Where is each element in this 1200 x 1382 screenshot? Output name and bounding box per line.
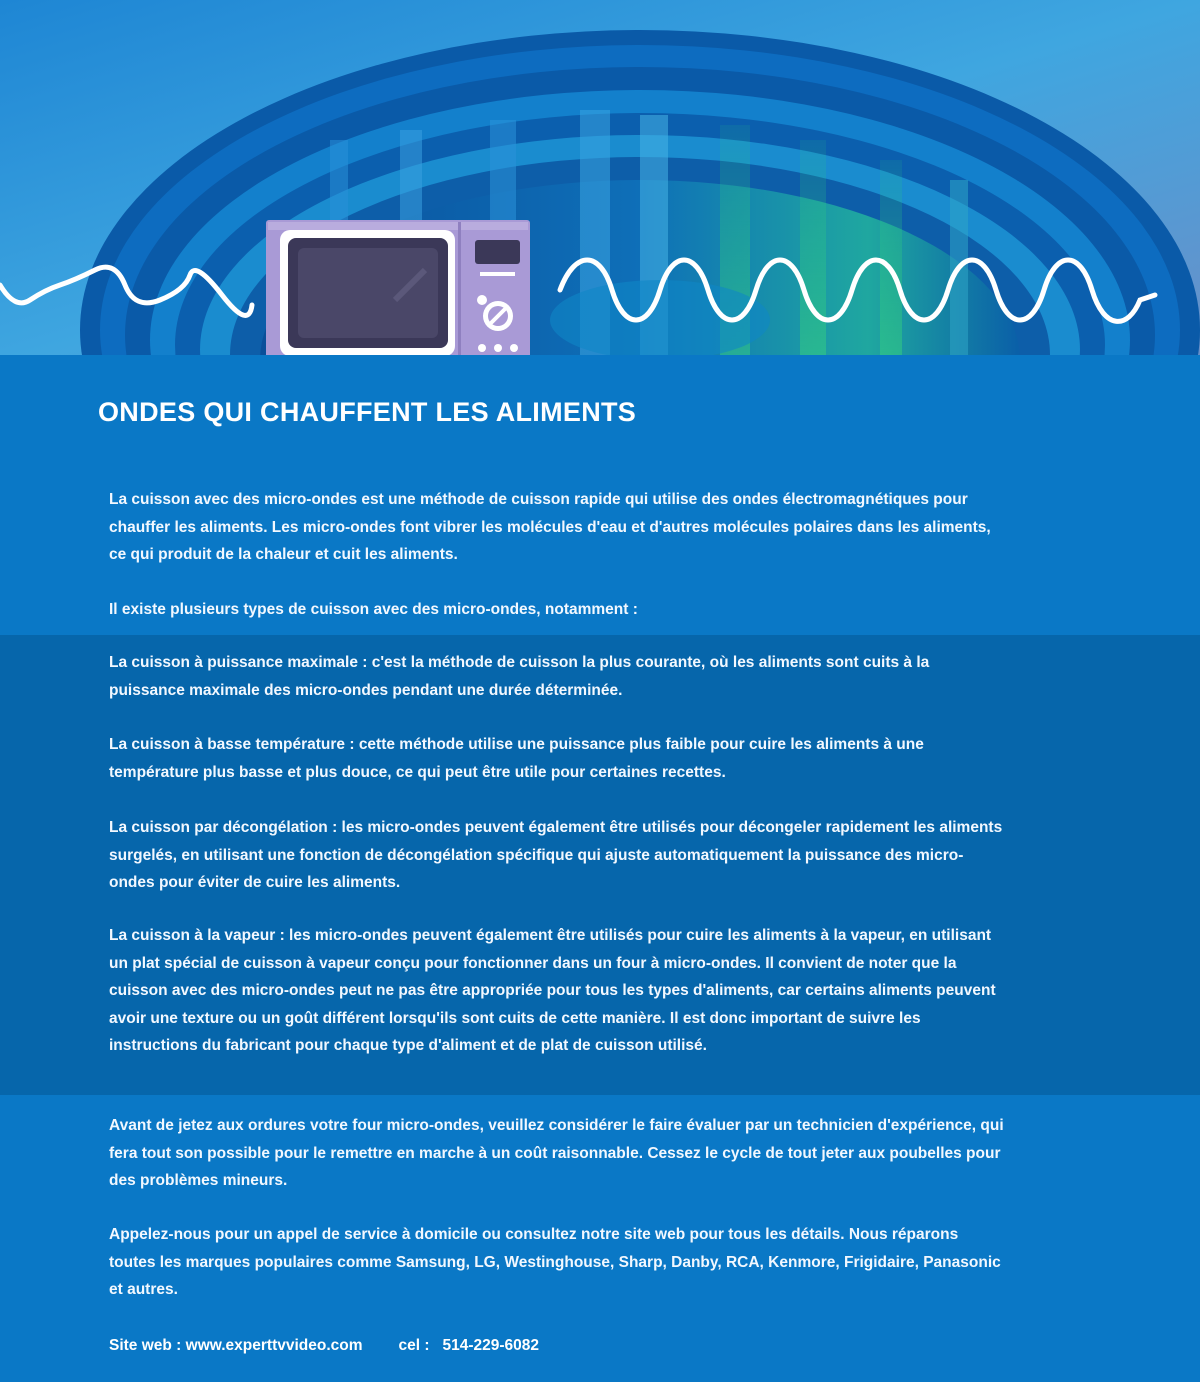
website-link[interactable]: Site web : www.experttvvideo.com xyxy=(109,1337,363,1354)
microwave-icon xyxy=(266,220,530,365)
hero-illustration xyxy=(0,0,1200,365)
intro-paragraph: La cuisson avec des micro-ondes est une méthode de cuisson rapide qui utilise des ondes électromagnétiques pour chauffer les aliments. Les micro-ondes font vibrer les molécules d'eau et d'autres molécules polaires dans les aliments, ce qui produit de la chaleur et cuit les aliments. xyxy=(109,491,991,563)
repair-paragraph: Avant de jetez aux ordures votre four micro-ondes, veuillez considérer le faire évaluer par un technicien d'expérience, qui fera tout son possible pour le remettre en marche à un coût raisonnable. Cessez le cycle de tout jeter aux poubelles pour des problèmes mineurs. xyxy=(109,1117,1004,1189)
type-low-temp: La cuisson à basse température : cette méthode utilise une puissance plus faible pour cuire les aliments à une température plus basse et plus douce, ce qui peut être utile pour certaines recettes. xyxy=(109,736,924,781)
type-defrost: La cuisson par décongélation : les micro-ondes peuvent également être utilisés pour décongeler rapidement les aliments surgelés, en utilisant une fonction de décongélation spécifique qui ajuste automatiquement la puissance des micro-ondes pour éviter de cuire les aliments. xyxy=(109,819,1003,891)
page-title: ONDES QUI CHAUFFENT LES ALIMENTS xyxy=(98,397,637,427)
contact-paragraph: Appelez-nous pour un appel de service à domicile ou consultez notre site web pour tous les détails. Nous réparons toutes les marques populaires comme Samsung, LG, Westinghouse, Sharp, Danby, RCA, Kenmore, Frigidaire, Panasonic et autres. xyxy=(109,1226,1001,1298)
type-max-power: La cuisson à puissance maximale : c'est la méthode de cuisson la plus courante, où les aliments sont cuits à la puissance maximale des micro-ondes pendant une durée déterminée. xyxy=(109,654,930,699)
hero-banner xyxy=(0,0,1200,365)
phone-number[interactable]: cel : 514-229-6082 xyxy=(398,1337,539,1354)
type-steam: La cuisson à la vapeur : les micro-ondes peuvent également être utilisés pour cuire les aliments à la vapeur, en utilisant un plat spécial de cuisson à vapeur conçu pour fonctionner dans un four à micro-ondes. Il convient de noter que la cuisson avec des micro-ondes peut ne pas être appropriée pour tous les types d'aliments, car certains aliments peuvent avoir une texture ou un goût différent lorsqu'ils sont cuits de cette manière. Il est donc important de suivre les instructions du fabricant pour chaque type d'aliment et de plat de cuisson utilisé. xyxy=(109,927,996,1054)
types-intro: Il existe plusieurs types de cuisson avec des micro-ondes, notamment : xyxy=(109,601,638,618)
footer-contact xyxy=(109,1332,539,1359)
